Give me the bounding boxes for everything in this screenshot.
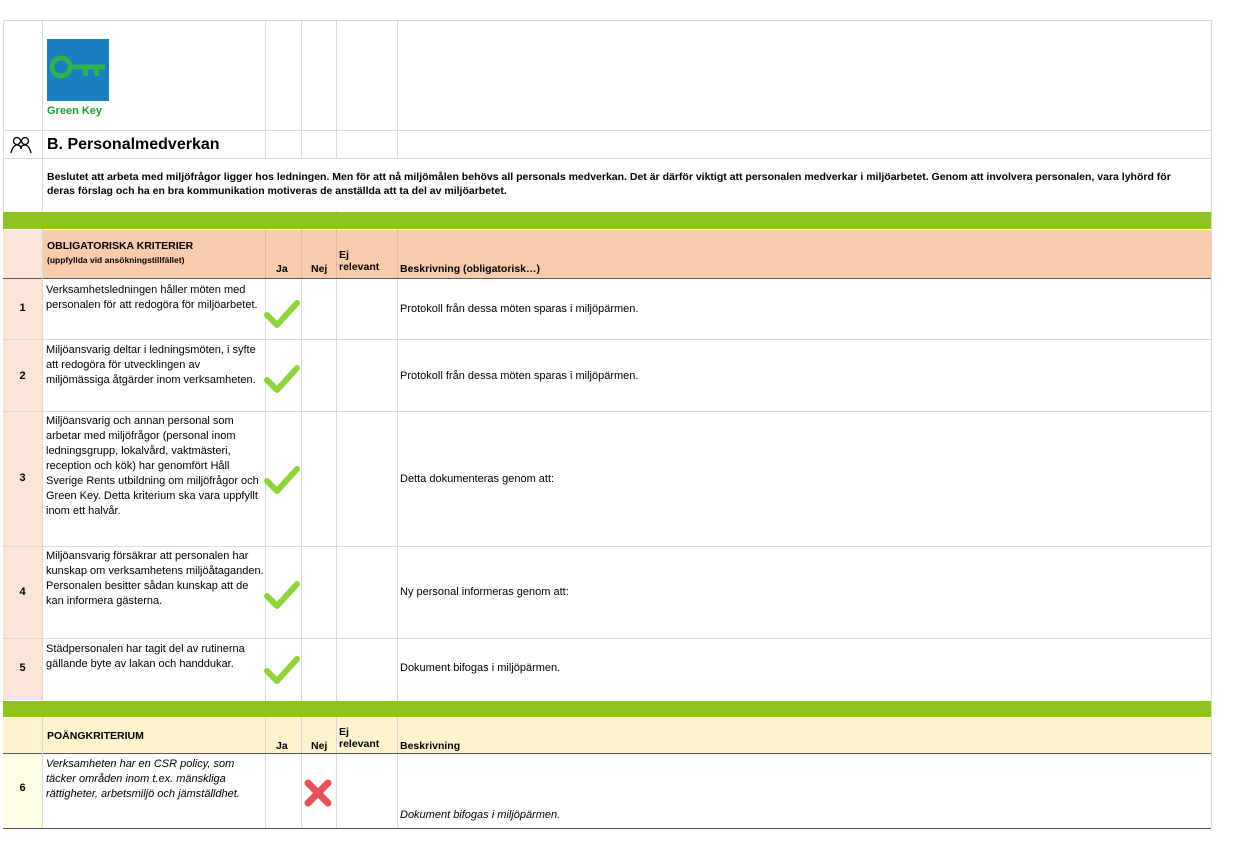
mandatory-subtitle: (uppfyllda vid ansökningstillfället)	[47, 255, 185, 265]
col-ej-line1: Ej	[339, 249, 349, 261]
col-ja: Ja	[276, 740, 288, 752]
people-icon	[9, 135, 33, 155]
mandatory-header	[43, 230, 1211, 278]
mandatory-title: OBLIGATORISKA KRITERIER	[47, 240, 194, 252]
grid-line	[336, 230, 337, 278]
section-title: B. Personalmedverkan	[47, 136, 220, 153]
green-key-logo	[47, 39, 109, 101]
col-nej: Nej	[311, 263, 328, 275]
check-icon[interactable]	[264, 462, 300, 498]
description-text[interactable]: Protokoll från dessa möten sparas i miljöpärmen.	[400, 370, 639, 382]
grid-line	[42, 753, 43, 828]
check-icon[interactable]	[264, 652, 300, 688]
row-line	[3, 828, 1211, 829]
grid-line	[397, 718, 398, 753]
grid-line	[397, 230, 398, 278]
col-ej-line2: relevant	[339, 261, 380, 273]
criterion-text: Städpersonalen har tagit del av rutinerna gällande byte av lakan och handdukar.	[46, 643, 245, 670]
points-title: POÄNGKRITERIUM	[47, 730, 144, 742]
criterion-text: Verksamheten har en CSR policy, som täcker områden inom t.ex. mänskliga rättigheter, arbetsmiljö och jämställdhet.	[46, 758, 240, 800]
grid-line	[265, 718, 266, 753]
section-divider	[3, 212, 1211, 229]
section-divider	[3, 701, 1211, 717]
check-icon[interactable]	[264, 577, 300, 613]
col-ej-line1: Ej	[339, 726, 349, 738]
description-text[interactable]: Dokument bifogas i miljöpärmen.	[400, 662, 561, 674]
check-icon[interactable]	[264, 361, 300, 397]
row-number: 1	[19, 302, 26, 314]
grid-line	[265, 230, 266, 278]
grid-line	[301, 718, 302, 753]
grid-line	[3, 130, 1211, 131]
grid-line	[301, 230, 302, 278]
row-line	[3, 339, 1211, 340]
row-line	[3, 411, 1211, 412]
col-ej-relevant	[339, 249, 379, 273]
col-ej-relevant	[339, 726, 379, 750]
intro-text: Beslutet att arbeta med miljöfrågor ligger hos ledningen. Men för att nå miljömålen behövs all personals medverkan. Det är därför viktigt att personalen medverkar i miljöarbetet. Genom att involvera personalen, vara lyhörd för deras förslag och ha en bra kommunikation motiveras de anställda att ta del av miljöarbetet.	[47, 171, 1171, 197]
col-description: Beskrivning	[400, 740, 461, 752]
description-text[interactable]: Protokoll från dessa möten sparas i miljöpärmen.	[400, 303, 639, 315]
grid-line	[1211, 20, 1212, 828]
criterion-text: Miljöansvarig och annan personal som arbetar med miljöfrågor (personal inom ledningsgrupp, lokalvård, vaktmästeri, reception och kök) har genomfört Håll Sverige Rents utbildning om miljöfrågor och Green Key. Detta kriterium ska vara uppfyllt inom ett halvår.	[46, 415, 259, 517]
col-ja: Ja	[276, 263, 288, 275]
grid-line	[3, 20, 1211, 21]
row-line	[3, 546, 1211, 547]
row-line	[3, 278, 1211, 279]
row-number: 5	[19, 662, 26, 674]
row-number: 4	[19, 586, 26, 598]
grid-line	[336, 718, 337, 753]
cross-icon[interactable]	[302, 777, 334, 809]
description-text[interactable]: Dokument bifogas i miljöpärmen.	[400, 809, 561, 821]
criterion-text: Miljöansvarig försäkrar att personalen har kunskap om verksamhetens miljöåtaganden. Personalen besitter sådan kunskap att de kan informera gästerna.	[46, 550, 264, 607]
col-ej-line2: relevant	[339, 738, 380, 750]
description-text[interactable]: Ny personal informeras genom att:	[400, 586, 569, 598]
row-number: 3	[19, 472, 26, 484]
header-num-cell	[3, 230, 42, 278]
criterion-text: Miljöansvarig deltar i ledningsmöten, i syfte att redogöra för utvecklingen av miljömässiga åtgärder inom verksamheten.	[46, 344, 256, 386]
row-line	[3, 638, 1211, 639]
logo-text: Green Key	[47, 105, 103, 117]
row-number: 6	[19, 782, 26, 794]
row-number-column	[3, 278, 42, 700]
criterion-text: Verksamhetsledningen håller möten med personalen för att redogöra för miljöarbetet.	[46, 284, 258, 311]
grid-line	[42, 278, 43, 700]
points-header	[3, 718, 1211, 753]
grid-line	[42, 718, 43, 753]
check-icon[interactable]	[264, 296, 300, 332]
col-description: Beskrivning (obligatorisk…)	[400, 263, 541, 275]
row-line	[3, 753, 1211, 754]
description-text[interactable]: Detta dokumenteras genom att:	[400, 473, 555, 485]
row-number: 2	[19, 370, 26, 382]
key-icon	[47, 39, 109, 101]
col-nej: Nej	[311, 740, 328, 752]
